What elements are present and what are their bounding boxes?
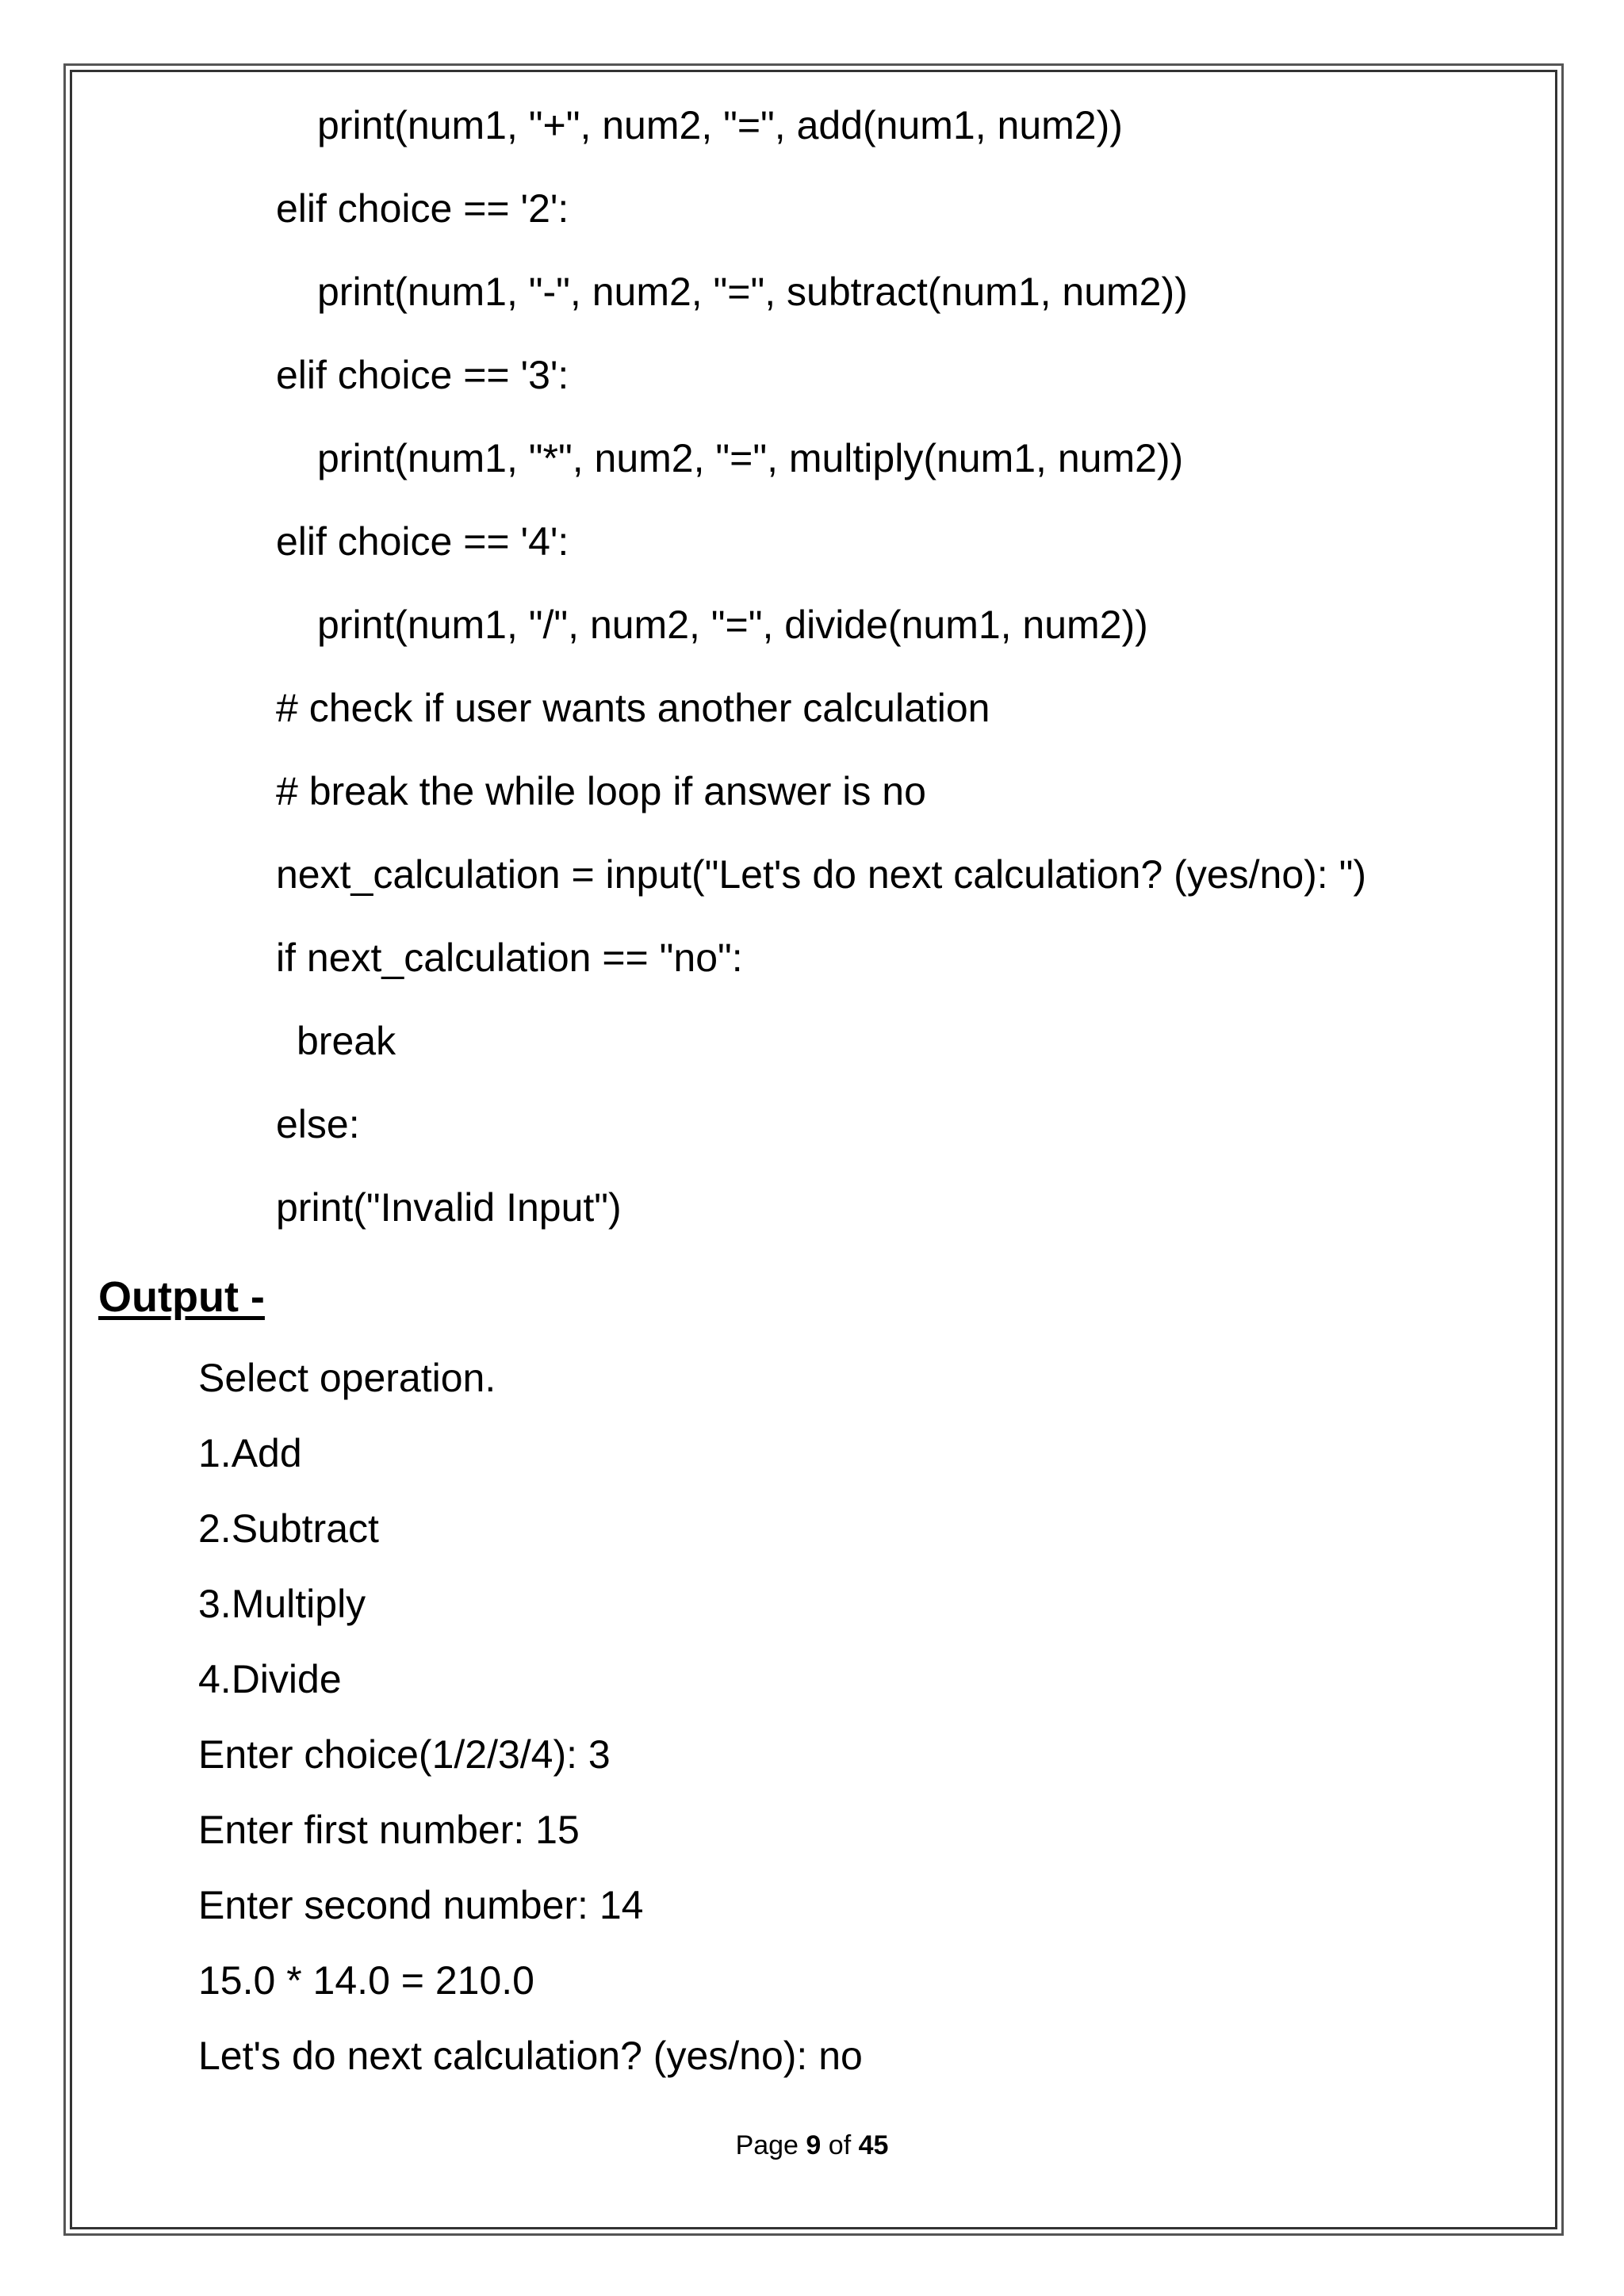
- code-line-12: break: [297, 1019, 396, 1063]
- output-line-9: 15.0 * 14.0 = 210.0: [198, 1958, 534, 2003]
- code-line-14: print("Invalid Input"): [276, 1185, 622, 1230]
- output-line-6: Enter choice(1/2/3/4): 3: [198, 1732, 611, 1777]
- output-line-1: Select operation.: [198, 1356, 496, 1400]
- footer-page-number: 9: [806, 2130, 822, 2160]
- footer-of-word: of: [828, 2130, 852, 2160]
- output-line-5: 4.Divide: [198, 1657, 342, 1701]
- page-footer: [0, 2130, 1624, 2161]
- code-line-3: print(num1, "-", num2, "=", subtract(num1, num2)): [317, 270, 1188, 314]
- code-line-2: elif choice == '2':: [276, 186, 569, 231]
- code-line-8: # check if user wants another calculation: [276, 686, 990, 730]
- code-line-7: print(num1, "/", num2, "=", divide(num1, num2)): [317, 603, 1148, 647]
- code-line-13: else:: [276, 1102, 360, 1146]
- code-line-10: next_calculation = input("Let's do next calculation? (yes/no): "): [276, 852, 1366, 897]
- output-line-7: Enter first number: 15: [198, 1808, 580, 1852]
- output-heading: Output -: [98, 1273, 265, 1321]
- code-line-6: elif choice == '4':: [276, 519, 569, 564]
- output-line-4: 3.Multiply: [198, 1582, 366, 1626]
- code-line-1: print(num1, "+", num2, "=", add(num1, num2)): [317, 103, 1123, 147]
- code-line-5: print(num1, "*", num2, "=", multiply(num1, num2)): [317, 436, 1184, 480]
- output-line-3: 2.Subtract: [198, 1506, 379, 1551]
- footer-page-word: Page: [735, 2130, 799, 2160]
- output-line-10: Let's do next calculation? (yes/no): no: [198, 2034, 863, 2078]
- output-line-8: Enter second number: 14: [198, 1883, 644, 1927]
- footer-total-pages: 45: [858, 2130, 889, 2160]
- code-line-4: elif choice == '3':: [276, 353, 569, 397]
- code-line-9: # break the while loop if answer is no: [276, 769, 926, 813]
- code-line-11: if next_calculation == "no":: [276, 936, 743, 980]
- output-line-2: 1.Add: [198, 1431, 302, 1475]
